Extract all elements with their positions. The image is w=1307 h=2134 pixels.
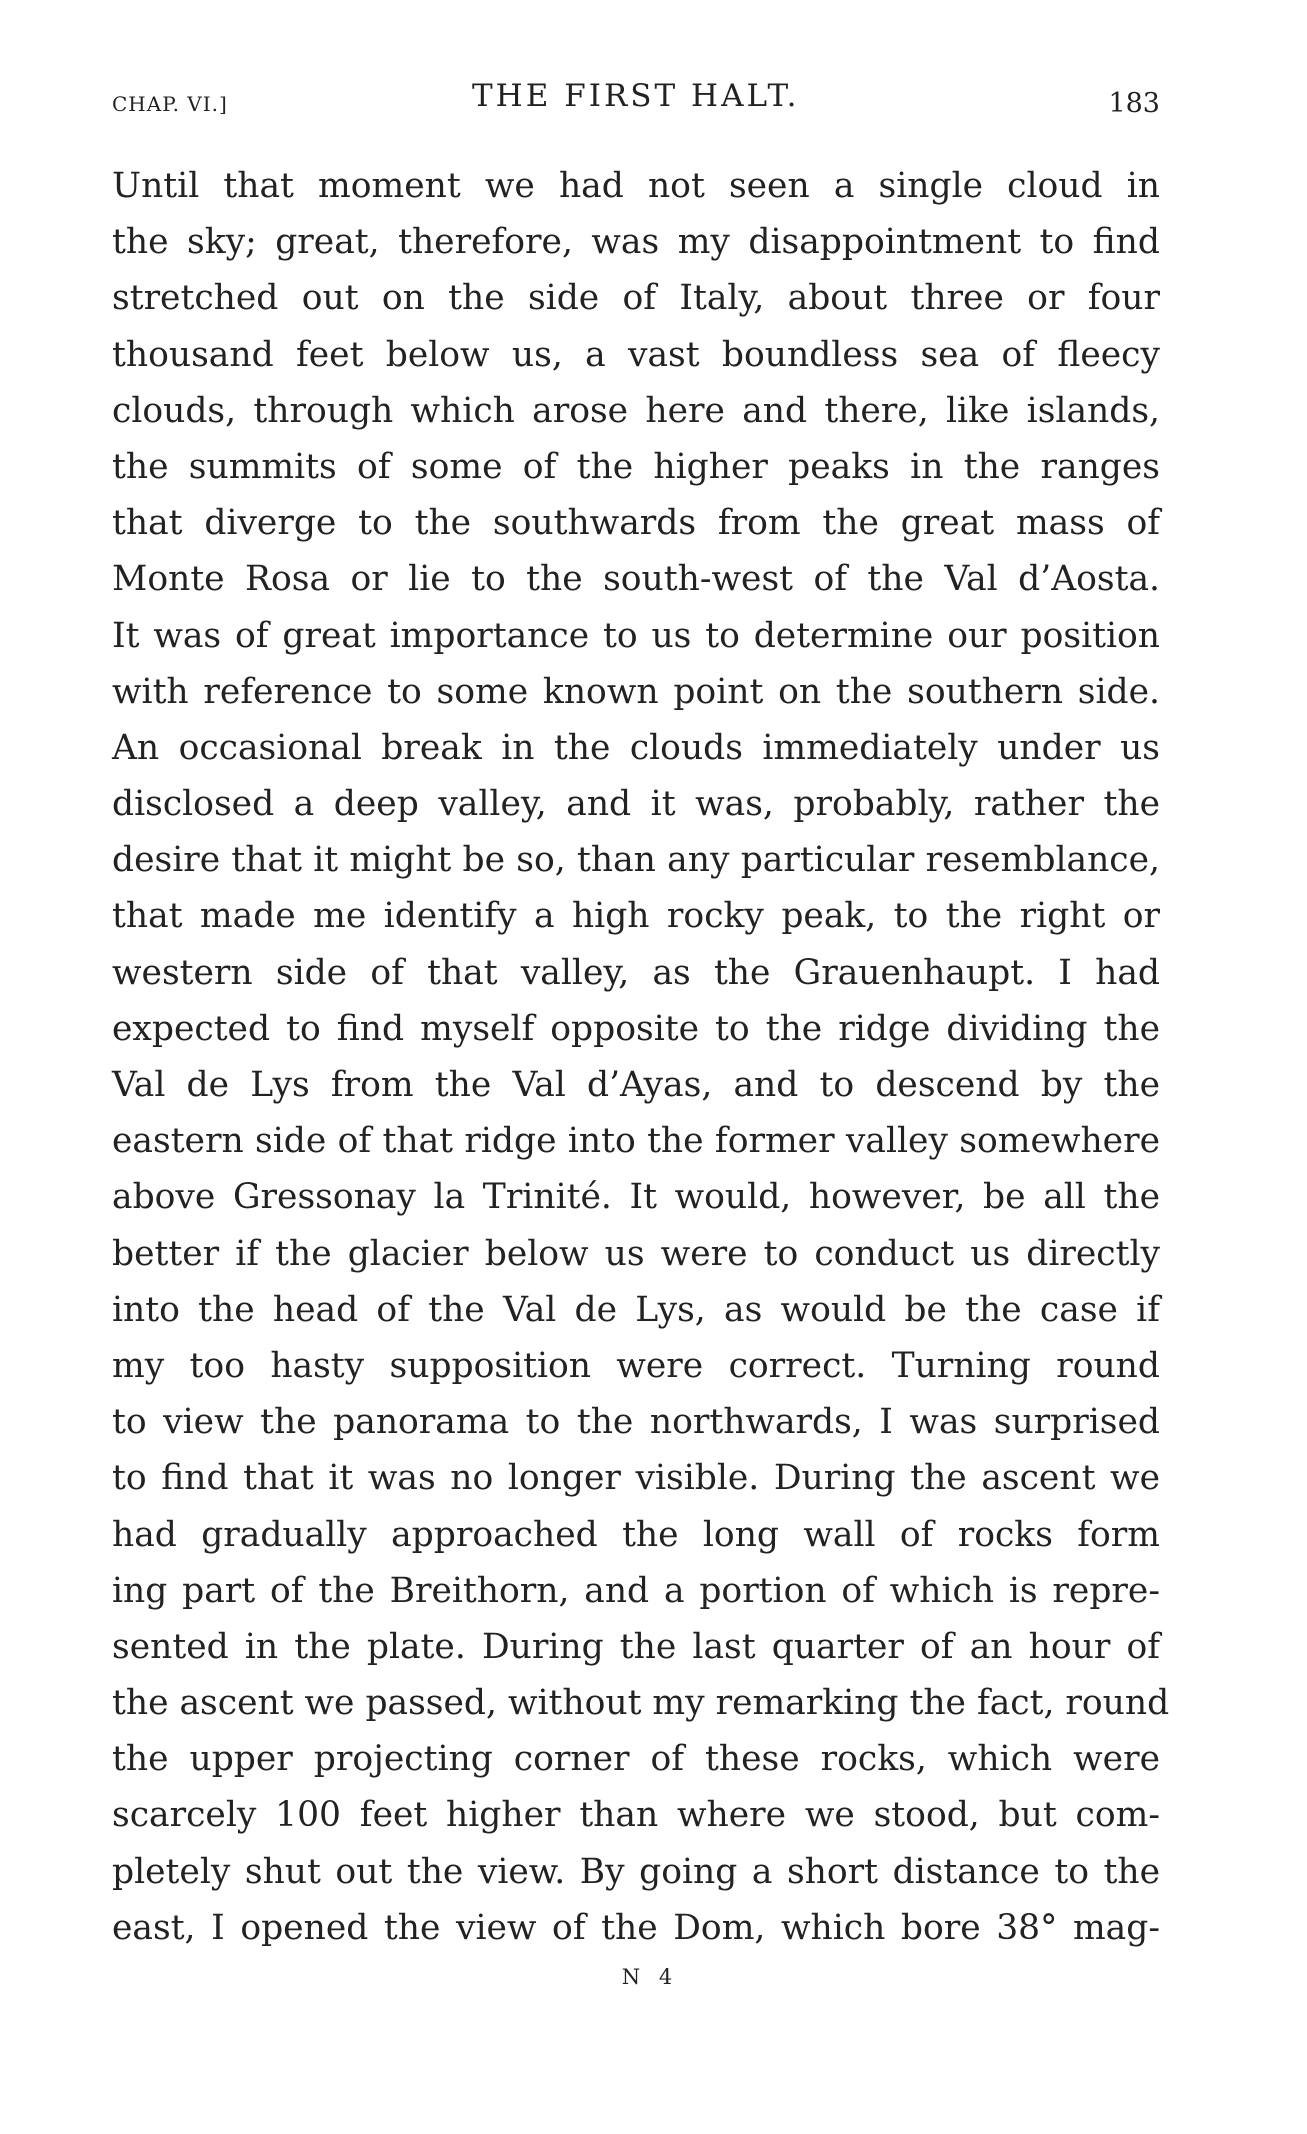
text-line: that made me identify a high rocky peak, to the right or	[112, 896, 1160, 937]
text-line: above Gressonay la Trinité. It would, however, be all the	[112, 1177, 1160, 1218]
text-line: clouds, through which arose here and there, like islands,	[112, 390, 1160, 431]
text-line: Until that moment we had not seen a single cloud in	[112, 166, 1160, 206]
text-line: east, I opened the view of the Dom, which bore 38° mag-	[112, 1907, 1160, 1948]
text-line: Monte Rosa or lie to the south-west of the Val d’Aosta.	[112, 559, 1160, 600]
text-line: An occasional break in the clouds immediately under us	[112, 727, 1160, 768]
body-text	[112, 158, 1170, 1956]
text-line: to find that it was no longer visible. During the ascent we	[112, 1458, 1160, 1499]
text-line: eastern side of that ridge into the former valley somewhere	[112, 1121, 1160, 1162]
text-line: my too hasty supposition were correct. Turning round	[112, 1345, 1160, 1386]
text-line: the upper projecting corner of these rocks, which were	[112, 1739, 1160, 1780]
text-line: into the head of the Val de Lys, as would be the case if	[112, 1289, 1160, 1330]
text-line: with reference to some known point on the southern side.	[112, 671, 1160, 712]
text-line: the sky; great, therefore, was my disappointment to find	[112, 222, 1160, 263]
text-line: the ascent we passed, without my remarking the fact, round	[112, 1683, 1170, 1724]
signature-mark: N 4	[621, 1965, 679, 1989]
running-head	[112, 78, 1160, 124]
text-line: the summits of some of the higher peaks in the ranges	[112, 446, 1160, 487]
text-line: that diverge to the southwards from the great mass of	[112, 503, 1160, 544]
text-line: had gradually approached the long wall of rocks form	[112, 1514, 1160, 1555]
text-line: to view the panorama to the northwards, I was surprised	[112, 1402, 1160, 1443]
text-line: ing part of the Breithorn, and a portion of which is repre-	[112, 1570, 1160, 1611]
page-number: 183	[1108, 88, 1160, 119]
text-line: Val de Lys from the Val d’Ayas, and to descend by the	[112, 1065, 1160, 1105]
text-line: stretched out on the side of Italy, about three or four	[112, 278, 1160, 319]
text-line: desire that it might be so, than any particular resemblance,	[112, 840, 1160, 881]
text-line: pletely shut out the view. By going a short distance to the	[112, 1851, 1160, 1892]
text-line: disclosed a deep valley, and it was, probably, rather the	[112, 784, 1160, 825]
text-line: expected to find myself opposite to the ridge dividing the	[112, 1008, 1160, 1049]
text-line: sented in the plate. During the last quarter of an hour of	[112, 1626, 1160, 1667]
chapter-label: CHAP. VI.]	[112, 92, 228, 116]
page-title: THE FIRST HALT.	[472, 78, 800, 114]
text-line: It was of great importance to us to determine our position	[112, 615, 1160, 656]
text-line: scarcely 100 feet higher than where we stood, but com-	[112, 1795, 1160, 1836]
text-line: western side of that valley, as the Grauenhaupt. I had	[112, 952, 1160, 993]
text-line: better if the glacier below us were to conduct us directly	[112, 1233, 1160, 1274]
text-line: thousand feet below us, a vast boundless sea of fleecy	[112, 334, 1160, 375]
